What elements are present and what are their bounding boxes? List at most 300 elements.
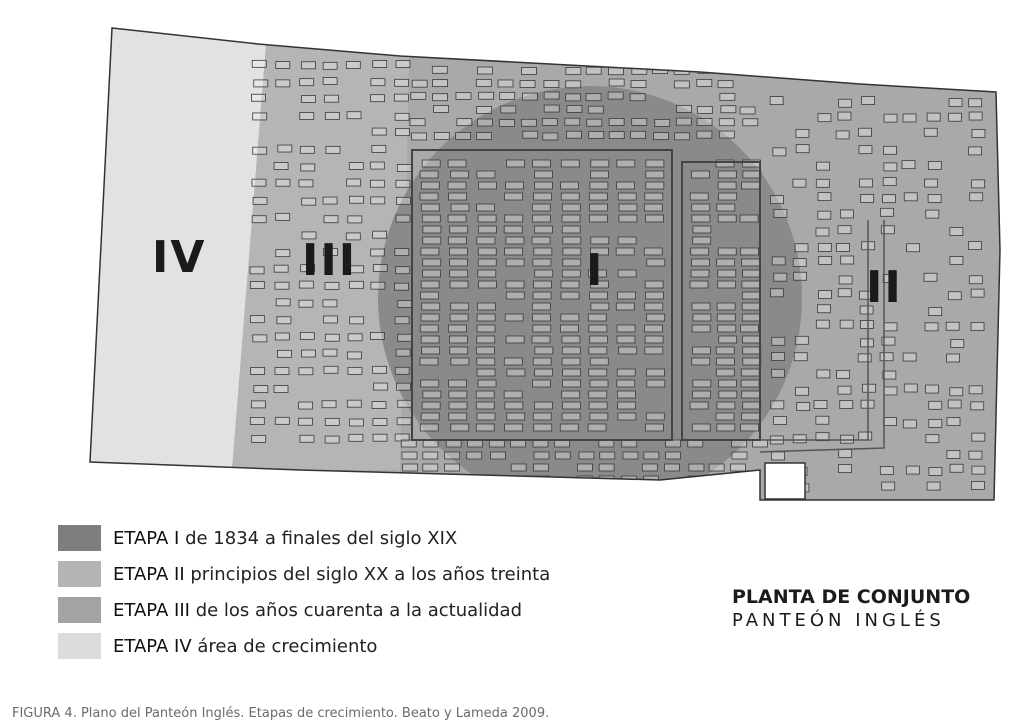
grave-plot — [645, 347, 663, 354]
grave-plot — [534, 424, 552, 431]
grave-plot — [860, 321, 873, 329]
grave-plot — [323, 349, 337, 356]
grave-plot — [533, 440, 548, 447]
grave-plot — [818, 291, 831, 299]
grave-plot — [697, 79, 712, 86]
grave-plot — [373, 60, 387, 67]
grave-plot — [774, 273, 787, 281]
grave-plot — [951, 339, 964, 347]
grave-plot — [535, 171, 553, 178]
legend-swatch — [58, 597, 101, 623]
grave-plot — [395, 79, 409, 86]
grave-plot — [423, 464, 438, 471]
grave-plot — [772, 353, 785, 361]
grave-plot — [477, 119, 492, 126]
grave-plot — [395, 113, 409, 120]
grave-plot — [561, 193, 579, 200]
grave-plot — [300, 435, 314, 442]
grave-plot — [535, 347, 553, 354]
grave-plot — [276, 80, 290, 87]
legend-text — [113, 564, 550, 585]
grave-plot — [302, 198, 316, 205]
grave-plot — [609, 118, 624, 125]
grave-plot — [859, 432, 872, 440]
grave-plot — [505, 424, 523, 431]
grave-plot — [717, 303, 735, 310]
grave-plot — [253, 113, 267, 120]
grave-plot — [969, 276, 982, 284]
grave-plot — [560, 424, 578, 431]
grave-plot — [689, 464, 704, 471]
grave-plot — [646, 369, 664, 376]
grave-plot — [542, 118, 557, 125]
grave-plot — [521, 119, 536, 126]
grave-plot — [709, 464, 724, 471]
grave-plot — [522, 93, 537, 100]
grave-plot — [324, 95, 338, 102]
grave-plot — [300, 112, 314, 119]
grave-plot — [590, 358, 608, 365]
grave-plot — [396, 267, 410, 274]
grave-plot — [544, 92, 559, 99]
grave-plot — [506, 281, 524, 288]
grave-plot — [544, 80, 559, 87]
grave-plot — [589, 347, 607, 354]
grave-plot — [590, 336, 608, 343]
grave-plot — [275, 368, 289, 375]
grave-plot — [477, 336, 495, 343]
grave-plot — [645, 336, 663, 343]
grave-plot — [421, 336, 439, 343]
plan-title-block — [732, 586, 970, 631]
grave-plot — [506, 292, 524, 299]
grave-plot — [276, 250, 290, 257]
grave-plot — [423, 452, 438, 459]
grave-plot — [971, 322, 984, 330]
grave-plot — [608, 92, 623, 99]
grave-plot — [929, 401, 942, 409]
grave-plot — [972, 180, 985, 188]
grave-plot — [591, 303, 609, 310]
grave-plot — [721, 106, 736, 113]
grave-plot — [719, 391, 737, 398]
grave-plot — [561, 160, 579, 167]
grave-plot — [774, 209, 787, 217]
grave-plot — [619, 215, 637, 222]
grave-plot — [298, 418, 312, 425]
grave-plot — [396, 197, 410, 204]
grave-plot — [924, 128, 937, 136]
grave-plot — [252, 179, 266, 186]
grave-plot — [301, 164, 315, 171]
grave-plot — [795, 336, 808, 344]
grave-plot — [674, 81, 689, 88]
grave-plot — [718, 281, 736, 288]
grave-plot — [274, 386, 288, 393]
grave-plot — [590, 380, 608, 387]
grave-plot — [907, 244, 920, 252]
grave-plot — [534, 226, 552, 233]
grave-plot — [969, 451, 982, 459]
grave-plot — [412, 80, 427, 87]
grave-plot — [619, 204, 637, 211]
grave-plot — [716, 413, 734, 420]
grave-plot — [588, 314, 606, 321]
grave-plot — [972, 466, 985, 474]
grave-plot — [535, 369, 553, 376]
grave-plot — [489, 440, 504, 447]
grave-plot — [477, 171, 495, 178]
grave-plot — [347, 352, 361, 359]
grave-plot — [449, 248, 467, 255]
grave-plot — [300, 332, 314, 339]
grave-plot — [743, 171, 761, 178]
grave-plot — [590, 182, 608, 189]
grave-plot — [323, 62, 337, 69]
grave-plot — [451, 424, 469, 431]
grave-plot — [325, 436, 339, 443]
grave-plot — [449, 413, 467, 420]
legend-swatch — [58, 525, 101, 551]
grave-plot — [690, 193, 708, 200]
grave-plot — [449, 259, 467, 266]
grave-plot — [478, 270, 496, 277]
grave-plot — [276, 299, 290, 306]
grave-plot — [718, 182, 736, 189]
grave-plot — [928, 194, 941, 202]
grave-plot — [858, 128, 871, 136]
grave-plot — [859, 146, 872, 154]
grave-plot — [506, 336, 524, 343]
grave-plot — [252, 216, 266, 223]
grave-plot — [434, 132, 449, 139]
grave-plot — [372, 128, 386, 135]
grave-plot — [692, 215, 710, 222]
grave-plot — [666, 440, 681, 447]
grave-plot — [742, 259, 760, 266]
grave-plot — [589, 193, 607, 200]
grave-plot — [422, 160, 440, 167]
grave-plot — [476, 391, 494, 398]
grave-plot — [618, 237, 636, 244]
grave-plot — [324, 216, 338, 223]
grave-plot — [693, 347, 711, 354]
grave-plot — [969, 386, 982, 394]
grave-plot — [566, 81, 581, 88]
legend — [58, 520, 578, 664]
zone-iv-label: IV — [152, 232, 207, 283]
grave-plot — [665, 452, 680, 459]
grave-plot — [490, 452, 505, 459]
grave-plot — [646, 424, 664, 431]
grave-plot — [532, 204, 550, 211]
grave-plot — [512, 476, 527, 483]
grave-plot — [903, 420, 916, 428]
grave-plot — [326, 146, 340, 153]
grave-plot — [793, 435, 806, 443]
grave-plot — [506, 182, 524, 189]
grave-plot — [421, 204, 439, 211]
grave-plot — [523, 131, 538, 138]
grave-plot — [839, 465, 852, 473]
plan-subtitle: PANTEÓN INGLÉS — [732, 610, 945, 631]
grave-plot — [608, 68, 623, 75]
grave-plot — [506, 259, 524, 266]
grave-plot — [562, 204, 580, 211]
grave-plot — [816, 416, 829, 424]
grave-plot — [420, 358, 438, 365]
grave-plot — [971, 289, 984, 297]
grave-plot — [349, 434, 363, 441]
grave-plot — [423, 270, 441, 277]
grave-plot — [505, 402, 523, 409]
grave-plot — [253, 335, 267, 342]
grave-plot — [535, 270, 553, 277]
grave-plot — [796, 129, 809, 137]
grave-plot — [946, 322, 959, 330]
grave-plot — [302, 350, 316, 357]
grave-plot — [410, 119, 425, 126]
grave-plot — [457, 119, 472, 126]
grave-plot — [693, 226, 711, 233]
legend-etapa-desc: principios del siglo XX a los años treinta — [190, 563, 551, 585]
grave-plot — [720, 93, 735, 100]
grave-plot — [599, 464, 614, 471]
legend-item-etapa-ii — [58, 556, 578, 592]
grave-plot — [880, 466, 893, 474]
grave-plot — [742, 314, 760, 321]
grave-plot — [839, 276, 852, 284]
grave-plot — [504, 358, 522, 365]
legend-etapa-name: ETAPA III — [113, 599, 190, 621]
grave-plot — [903, 114, 916, 122]
grave-plot — [566, 131, 581, 138]
grave-plot — [840, 320, 853, 328]
grave-plot — [646, 160, 664, 167]
grave-plot — [348, 334, 362, 341]
grave-plot — [773, 148, 786, 156]
grave-plot — [718, 270, 736, 277]
grave-plot — [840, 401, 853, 409]
grave-plot — [456, 92, 471, 99]
grave-plot — [860, 179, 873, 187]
grave-plot — [906, 466, 919, 474]
grave-plot — [478, 380, 496, 387]
grave-plot — [561, 314, 579, 321]
zone-ii-label: II — [866, 262, 903, 313]
grave-plot — [969, 99, 982, 107]
grave-plot — [396, 215, 410, 222]
grave-plot — [884, 114, 897, 122]
grave-plot — [421, 281, 439, 288]
grave-plot — [421, 248, 439, 255]
grave-plot — [324, 366, 338, 373]
grave-plot — [972, 129, 985, 137]
grave-plot — [534, 452, 549, 459]
grave-plot — [616, 303, 634, 310]
grave-plot — [617, 369, 635, 376]
grave-plot — [534, 182, 552, 189]
grave-plot — [740, 325, 758, 332]
grave-plot — [817, 305, 830, 313]
grave-plot — [477, 413, 495, 420]
grave-plot — [743, 347, 761, 354]
grave-plot — [880, 208, 893, 216]
grave-plot — [394, 94, 408, 101]
grave-plot — [421, 413, 439, 420]
grave-plot — [718, 171, 736, 178]
grave-plot — [299, 180, 313, 187]
grave-plot — [742, 303, 760, 310]
grave-plot — [677, 105, 692, 112]
grave-plot — [719, 193, 737, 200]
gate — [765, 463, 805, 499]
grave-plot — [511, 464, 526, 471]
grave-plot — [562, 413, 580, 420]
grave-plot — [688, 440, 703, 447]
grave-plot — [642, 464, 657, 471]
grave-plot — [421, 380, 439, 387]
grave-plot — [692, 303, 710, 310]
grave-plot — [616, 248, 634, 255]
grave-plot — [450, 226, 468, 233]
grave-plot — [433, 94, 448, 101]
grave-plot — [477, 325, 495, 332]
grave-plot — [718, 325, 736, 332]
grave-plot — [731, 476, 746, 483]
grave-plot — [397, 418, 411, 425]
grave-plot — [772, 257, 785, 265]
grave-plot — [532, 380, 550, 387]
grave-plot — [468, 440, 483, 447]
grave-plot — [655, 119, 670, 126]
grave-plot — [373, 418, 387, 425]
grave-plot — [927, 482, 940, 490]
grave-plot — [448, 325, 466, 332]
grave-plot — [477, 133, 492, 140]
grave-plot — [796, 387, 809, 395]
grave-plot — [730, 464, 745, 471]
grave-plot — [619, 347, 637, 354]
grave-plot — [929, 419, 942, 427]
grave-plot — [719, 119, 734, 126]
grave-plot — [883, 371, 896, 379]
grave-plot — [504, 391, 522, 398]
grave-plot — [276, 62, 290, 69]
grave-plot — [589, 402, 607, 409]
grave-plot — [697, 119, 712, 126]
grave-plot — [372, 366, 386, 373]
grave-plot — [448, 182, 466, 189]
grave-plot — [794, 353, 807, 361]
grave-plot — [752, 440, 767, 447]
grave-plot — [720, 67, 735, 74]
grave-plot — [400, 476, 415, 483]
grave-plot — [507, 369, 525, 376]
grave-plot — [617, 391, 635, 398]
grave-plot — [586, 67, 601, 74]
grave-plot — [618, 402, 636, 409]
grave-plot — [927, 113, 940, 121]
grave-plot — [617, 182, 635, 189]
grave-plot — [395, 249, 409, 256]
grave-plot — [446, 440, 461, 447]
grave-plot — [445, 452, 460, 459]
grave-plot — [421, 292, 439, 299]
grave-plot — [396, 180, 410, 187]
grave-plot — [562, 347, 580, 354]
grave-plot — [398, 334, 412, 341]
grave-plot — [838, 112, 851, 120]
grave-plot — [422, 303, 440, 310]
grave-plot — [250, 267, 264, 274]
grave-plot — [883, 178, 896, 186]
legend-text — [113, 636, 377, 657]
grave-plot — [371, 79, 385, 86]
grave-plot — [719, 336, 737, 343]
grave-plot — [862, 96, 875, 104]
grave-plot — [742, 391, 760, 398]
grave-plot — [836, 131, 849, 139]
grave-plot — [840, 210, 853, 218]
grave-plot — [741, 182, 759, 189]
grave-plot — [500, 92, 515, 99]
grave-plot — [838, 386, 851, 394]
grave-plot — [479, 92, 494, 99]
grave-plot — [421, 182, 439, 189]
grave-plot — [420, 325, 438, 332]
grave-plot — [882, 482, 895, 490]
grave-plot — [838, 226, 851, 234]
grave-plot — [600, 452, 615, 459]
grave-plot — [478, 226, 496, 233]
grave-plot — [395, 129, 409, 136]
grave-plot — [534, 248, 552, 255]
legend-item-etapa-iii — [58, 592, 578, 628]
grave-plot — [346, 61, 360, 68]
grave-plot — [718, 81, 733, 88]
grave-plot — [929, 308, 942, 316]
grave-plot — [510, 440, 525, 447]
grave-plot — [347, 400, 361, 407]
grave-plot — [743, 402, 761, 409]
grave-plot — [926, 435, 939, 443]
grave-plot — [274, 162, 288, 169]
grave-plot — [372, 402, 386, 409]
grave-plot — [278, 145, 292, 152]
grave-plot — [949, 99, 962, 107]
grave-plot — [276, 179, 290, 186]
grave-plot — [741, 369, 759, 376]
grave-plot — [450, 347, 468, 354]
grave-plot — [884, 418, 897, 426]
grave-plot — [818, 243, 831, 251]
grave-plot — [609, 79, 624, 86]
grave-plot — [504, 226, 522, 233]
grave-plot — [772, 337, 785, 345]
grave-plot — [563, 369, 581, 376]
grave-plot — [741, 380, 759, 387]
grave-plot — [398, 300, 412, 307]
grave-plot — [693, 237, 711, 244]
grave-plot — [589, 204, 607, 211]
grave-plot — [928, 161, 941, 169]
grave-plot — [690, 402, 708, 409]
grave-plot — [770, 97, 783, 105]
grave-plot — [396, 61, 410, 68]
legend-text — [113, 600, 522, 621]
grave-plot — [837, 370, 850, 378]
